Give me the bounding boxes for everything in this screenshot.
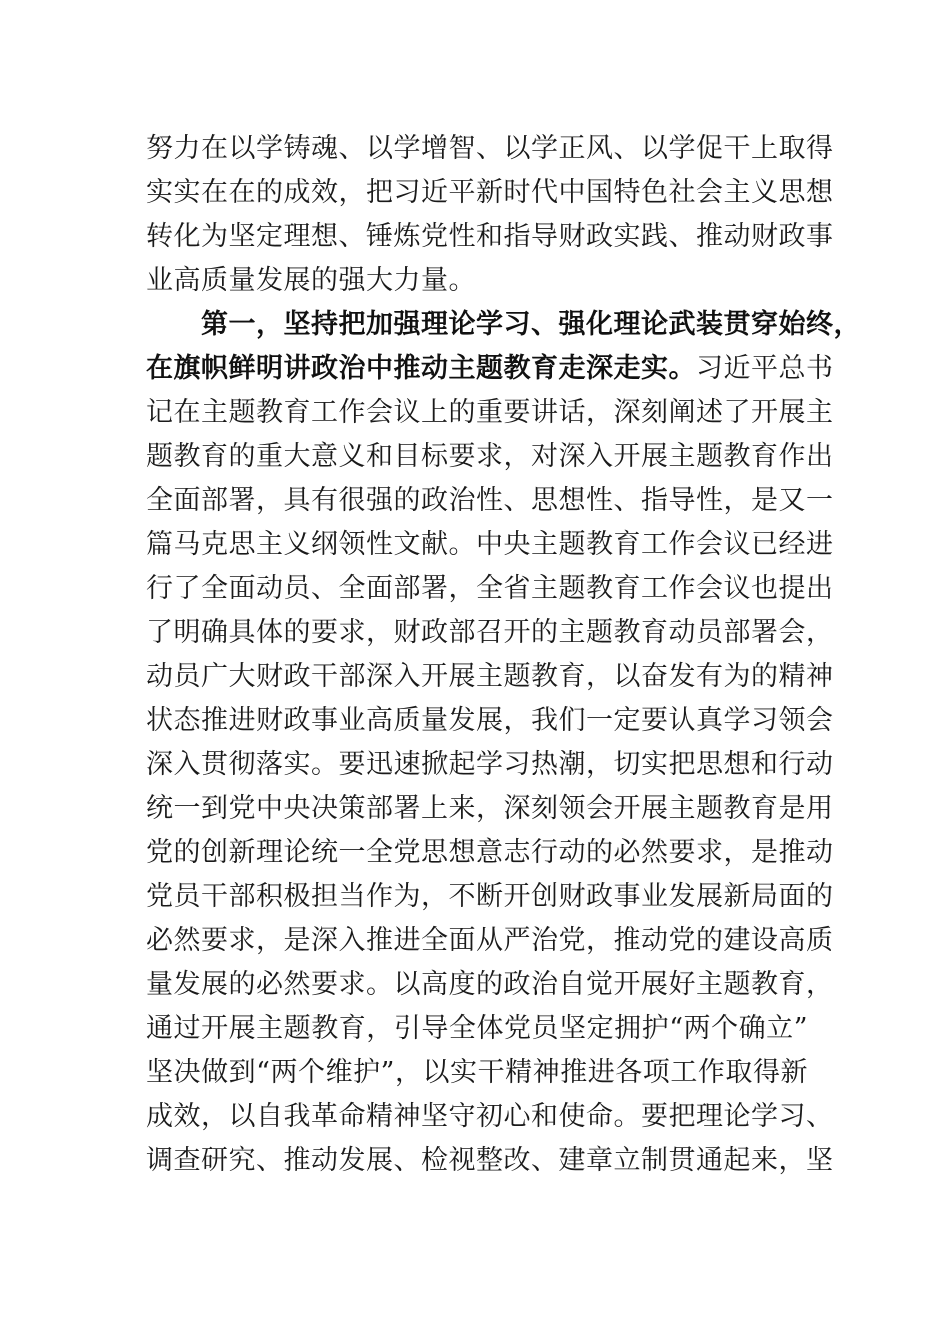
text-line: 记在主题教育工作会议上的重要讲话，深刻阐述了开展主 — [146, 397, 834, 428]
text-line: 党的创新理论统一全党思想意志行动的必然要求，是推动 — [146, 837, 834, 868]
text-line: 必然要求，是深入推进全面从严治党，推动党的建设高质 — [146, 925, 834, 956]
section-heading-line: 第一，坚持把加强理论学习、强化理论武装贯穿始终， — [201, 309, 861, 340]
text-line: 成效，以自我革命精神坚守初心和使命。要把理论学习、 — [146, 1101, 834, 1132]
text-line: 转化为坚定理想、锤炼党性和指导财政实践、推动财政事 — [146, 221, 834, 252]
text-line: 党员干部积极担当作为，不断开创财政事业发展新局面的 — [146, 881, 834, 912]
text-line: 坚决做到“两个维护”，以实干精神推进各项工作取得新 — [146, 1057, 808, 1088]
text-line: 状态推进财政事业高质量发展，我们一定要认真学习领会 — [146, 705, 834, 736]
text-line: 全面部署，具有很强的政治性、思想性、指导性，是又一 — [146, 485, 834, 516]
paragraph-1 — [146, 127, 834, 303]
text-line: 实实在在的成效，把习近平新时代中国特色社会主义思想 — [146, 177, 834, 208]
section-heading-continuation — [146, 347, 834, 391]
body-text — [146, 127, 861, 1183]
text-line: 量发展的必然要求。以高度的政治自觉开展好主题教育， — [146, 969, 834, 1000]
text-line: 了明确具体的要求，财政部召开的主题教育动员部署会， — [146, 617, 834, 648]
paragraph-2 — [146, 303, 861, 1183]
text-line: 行了全面动员、全面部署，全省主题教育工作会议也提出 — [146, 573, 834, 604]
section-heading-bold: 在旗帜鲜明讲政治中推动主题教育走深走实。 — [146, 353, 696, 384]
text-line: 努力在以学铸魂、以学增智、以学正风、以学促干上取得 — [146, 133, 834, 164]
text-line: 深入贯彻落实。要迅速掀起学习热潮，切实把思想和行动 — [146, 749, 834, 780]
text-run: 习近平总书 — [696, 353, 834, 384]
text-line: 篇马克思主义纲领性文献。中央主题教育工作会议已经进 — [146, 529, 834, 560]
text-line: 动员广大财政干部深入开展主题教育，以奋发有为的精神 — [146, 661, 834, 692]
text-line: 业高质量发展的强大力量。 — [146, 265, 476, 296]
text-line: 统一到党中央决策部署上来，深刻领会开展主题教育是用 — [146, 793, 834, 824]
text-line: 调查研究、推动发展、检视整改、建章立制贯通起来，坚 — [146, 1145, 834, 1176]
text-line: 题教育的重大意义和目标要求，对深入开展主题教育作出 — [146, 441, 834, 472]
text-line: 通过开展主题教育，引导全体党员坚定拥护“两个确立” — [146, 1013, 808, 1044]
